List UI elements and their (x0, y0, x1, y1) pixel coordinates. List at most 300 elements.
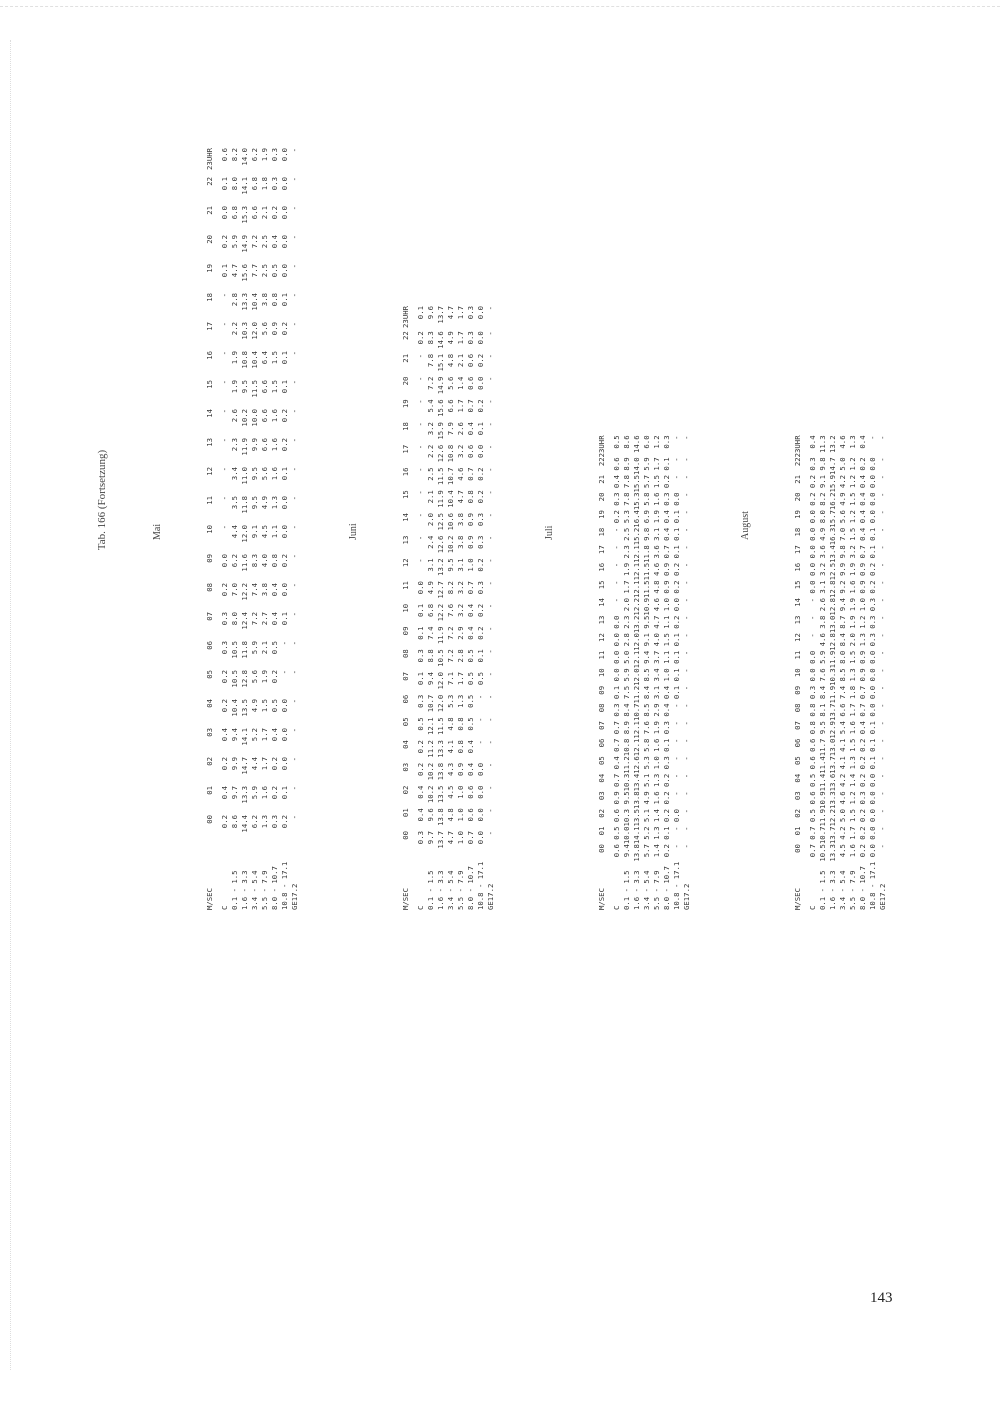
table-cell: 0.0 (808, 510, 817, 524)
table-cell: - (486, 467, 495, 472)
hour-header: 22 (597, 457, 606, 467)
table-cell: 0.8 (270, 293, 279, 307)
table-cell: 1.7 (848, 703, 857, 717)
hour-header: 14 (205, 409, 214, 418)
table-cell: 1.0 (456, 785, 465, 799)
table-cell: 0.4 (662, 510, 671, 524)
hour-header: 10 (205, 525, 214, 534)
table-cell: 7.4 (426, 626, 435, 640)
table-cell: 1.6 (270, 409, 279, 423)
table-cell: 1.5 (260, 699, 269, 713)
table-cell: 0.9 (612, 791, 621, 805)
table-cell: 0.0 (280, 206, 289, 220)
table-cell: - (416, 490, 425, 495)
table-cell: 0.7 (808, 844, 817, 858)
table-cell: 0.9 (858, 580, 867, 594)
table-cell: 2.0 (426, 512, 435, 527)
table-cell: 11.9 (828, 650, 837, 669)
table-cell: 0.0 (612, 650, 621, 664)
table-cell: 13.5 (436, 785, 445, 804)
table-cell: - (878, 527, 887, 533)
hour-header: 07 (205, 612, 214, 621)
table-cell: 0.0 (476, 808, 485, 822)
table-cell: 0.0 (808, 545, 817, 559)
table-row (672, 435, 682, 910)
table-cell: 0.1 (220, 177, 229, 191)
table-cell: 0.0 (280, 583, 289, 597)
table-cell: 0.2 (270, 206, 279, 220)
table-cell: 5.9 (818, 650, 827, 664)
table-cell: 0.4 (858, 721, 867, 735)
table-cell: 1.3 (858, 633, 867, 647)
table-cell: 0.3 (858, 791, 867, 805)
table-cell: 0.0 (672, 492, 681, 506)
table-cell: 1.0 (662, 598, 671, 612)
hour-header: 03 (205, 728, 214, 737)
table-cell: - (486, 740, 495, 745)
table-cell: 0.2 (220, 583, 229, 597)
table-cell: 0.9 (858, 668, 867, 682)
table-cell: 4.7 (230, 264, 239, 278)
table-cell: 0.7 (858, 703, 867, 717)
hour-header: 23UHR (793, 435, 802, 458)
table-cell: 4.4 (250, 757, 259, 771)
table-cell: - (220, 293, 229, 298)
table-cell: 0.0 (868, 844, 877, 858)
table-cell: 4.9 (818, 527, 827, 541)
table-cell: 11.2 (426, 740, 435, 758)
table-cell: 2.9 (652, 703, 661, 717)
table-cell: 0.8 (466, 490, 475, 504)
table-cell: 8.4 (642, 685, 651, 700)
table-cell: 0.3 (416, 694, 425, 708)
table-cell: 5.9 (230, 235, 239, 249)
table-cell: 0.3 (220, 641, 229, 655)
table-cell: - (486, 399, 495, 404)
hour-header: 05 (597, 756, 606, 765)
table-cell: 0.0 (280, 177, 289, 191)
hour-header: 08 (401, 649, 410, 659)
table-cell: 11.8 (240, 641, 249, 659)
hour-header: 12 (401, 558, 410, 568)
table-cell: 7.8 (622, 474, 631, 489)
table-cell: 1.1 (662, 615, 671, 629)
table-cell: 9.8 (642, 527, 651, 541)
table-cell: 5.3 (446, 694, 455, 708)
table-cell: - (878, 545, 887, 550)
table-cell: 5.0 (622, 650, 631, 664)
table-cell: 0.4 (662, 703, 671, 717)
table-row (436, 306, 446, 910)
month-title: Juli (544, 525, 555, 540)
table-cell: 3.5 (230, 496, 239, 510)
table-cell: - (878, 615, 887, 620)
table-cell: 0.9 (662, 562, 671, 577)
table-cell: - (486, 535, 495, 541)
table-cell: - (290, 641, 299, 646)
table-cell: - (486, 762, 495, 768)
table-cell: 1.3 (270, 496, 279, 510)
table-cell: - (682, 738, 691, 744)
table-cell: 0.1 (662, 826, 671, 840)
table-header-row (200, 148, 220, 910)
table-cell: 8.1 (818, 703, 827, 717)
table-cell: 0.3 (476, 535, 485, 549)
table-cell: - (682, 510, 691, 515)
scan-crease-line (10, 40, 11, 1370)
table-cell: 0.1 (280, 467, 289, 481)
table-cell: 0.3 (612, 703, 621, 717)
table-cell: 1.8 (260, 177, 269, 191)
table-cell: 0.5 (270, 264, 279, 278)
table-cell: 1.9 (230, 380, 239, 394)
table-cell: 5.9 (622, 668, 631, 682)
month-title: Juni (348, 523, 359, 540)
table-cell: 6.6 (260, 438, 269, 452)
table-cell: 3.2 (456, 444, 465, 458)
table-cell: 0.0 (672, 598, 681, 612)
table-cell: 0.0 (220, 554, 229, 568)
table-cell: 0.5 (466, 717, 475, 731)
table-cell: 0.7 (466, 831, 475, 845)
table-cell: 8.4 (818, 685, 827, 700)
table-cell: 5.9 (642, 457, 651, 471)
table-row (260, 148, 270, 910)
table-cell: - (682, 808, 691, 814)
table-cell: 13.8 (436, 808, 445, 826)
table-cell: - (682, 527, 691, 533)
table-cell: - (878, 756, 887, 761)
table-cell: 1.5 (270, 380, 279, 394)
table-cell: 15.1 (436, 353, 445, 372)
table-cell: 1.9 (652, 510, 661, 524)
hour-header: 16 (597, 562, 606, 572)
table-cell: 4.9 (260, 496, 269, 510)
table-cell: 1.2 (848, 791, 857, 805)
table-cell: 0.2 (662, 808, 671, 823)
hour-header: 06 (597, 738, 606, 748)
speed-class-label: 3.4 - 5.4 (446, 870, 455, 910)
wind-speed-table (592, 435, 692, 910)
table-cell: 0.2 (280, 815, 289, 829)
table-cell: - (878, 738, 887, 744)
table-cell: 0.0 (808, 668, 817, 682)
table-cell: 10.9 (642, 598, 651, 616)
hour-header: 20 (597, 492, 606, 502)
table-cell: - (486, 490, 495, 495)
table-cell: 2.8 (456, 649, 465, 663)
table-cell: 15.2 (632, 527, 641, 546)
table-cell: - (682, 703, 691, 708)
table-cell: 9.5 (250, 496, 259, 510)
table-cell: 0.0 (808, 562, 817, 577)
hour-header: 21 (205, 206, 214, 215)
table-cell: 6.6 (250, 206, 259, 220)
table-cell: 0.4 (270, 235, 279, 249)
table-cell: - (612, 598, 621, 603)
table-cell: 8.9 (622, 457, 631, 471)
table-cell: 0.2 (416, 331, 425, 345)
table-cell: 5.2 (642, 826, 651, 840)
table-cell: 3.4 (230, 467, 239, 481)
table-cell: 0.4 (220, 728, 229, 742)
table-cell: 4.2 (838, 826, 847, 840)
table-cell: - (290, 177, 299, 182)
table-cell: 7.1 (446, 671, 455, 686)
table-cell: 13.7 (828, 703, 837, 722)
speed-class-label: 1.6 - 3.3 (828, 870, 837, 910)
table-cell: 7.2 (446, 649, 455, 663)
table-cell: - (682, 562, 691, 568)
table-row (622, 435, 632, 910)
table-cell: 12.2 (436, 603, 445, 622)
table-cell: 1.9 (260, 670, 269, 684)
hour-header: 01 (401, 808, 410, 818)
table-cell: 1.7 (456, 331, 465, 345)
table-cell: 14.9 (436, 376, 445, 395)
speed-class-label: 10.8 - 17.1 (476, 861, 485, 910)
table-cell: 13.2 (436, 558, 445, 576)
table-header-row (788, 435, 808, 910)
table-row (426, 306, 436, 910)
table-cell: - (672, 721, 681, 726)
table-cell: 0.4 (466, 762, 475, 777)
table-cell: 7.2 (250, 235, 259, 249)
table-cell: 11.6 (240, 554, 249, 572)
table-row (828, 435, 838, 910)
speed-class-label: GE17.2 (290, 883, 299, 910)
table-cell: 1.6 (848, 844, 857, 858)
speed-class-label: 10.8 - 17.1 (868, 861, 877, 910)
hour-header: 19 (205, 264, 214, 273)
table-cell: 0.0 (476, 331, 485, 345)
table-cell: 1.2 (848, 474, 857, 489)
table-cell: - (878, 580, 887, 585)
table-cell: 10.0 (250, 409, 259, 427)
table-cell: 0.6 (808, 756, 817, 770)
table-cell: 7.6 (446, 603, 455, 617)
table-cell: 1.5 (652, 474, 661, 489)
table-cell: 10.5 (818, 844, 827, 862)
table-cell: 0.2 (868, 562, 877, 577)
table-cell: 11.9 (240, 438, 249, 456)
table-cell: 8.2 (446, 581, 455, 595)
table-cell: 0.0 (476, 376, 485, 390)
table-cell: 0.5 (808, 773, 817, 787)
table-cell: - (220, 409, 229, 414)
table-cell: 5.9 (250, 786, 259, 800)
table-cell: - (290, 815, 299, 820)
table-cell: 3.8 (260, 583, 269, 597)
speed-class-label: GE17.2 (682, 883, 691, 910)
hour-header: 09 (597, 685, 606, 695)
table-cell: 6.8 (230, 206, 239, 220)
table-cell: 0.4 (612, 474, 621, 489)
table-cell: - (682, 826, 691, 831)
table-cell: - (290, 438, 299, 443)
table-cell: 0.0 (612, 668, 621, 682)
table-cell: 0.5 (612, 435, 621, 449)
table-cell: 13.2 (828, 435, 837, 453)
table-cell: 0.6 (466, 376, 475, 390)
table-cell: 0.2 (220, 757, 229, 771)
table-cell: 12.5 (436, 512, 445, 531)
table-cell: 9.5 (622, 791, 631, 805)
speed-class-label: 5.5 - 7.9 (456, 870, 465, 910)
table-cell: - (682, 615, 691, 620)
table-cell: 0.1 (868, 545, 877, 559)
table-cell: - (486, 717, 495, 722)
table-cell: 16.3 (828, 527, 837, 546)
table-cell: 12.8 (828, 580, 837, 598)
table-cell: 0.6 (612, 808, 621, 823)
month-block-august (740, 435, 888, 910)
table-cell: 0.4 (270, 583, 279, 597)
table-cell: 3.1 (652, 527, 661, 541)
table-cell: 10.9 (818, 791, 827, 809)
hour-header: 12 (597, 633, 606, 642)
table-cell: 4.7 (456, 490, 465, 504)
table-cell: 11.3 (818, 435, 827, 453)
table-cell: 11.9 (818, 808, 827, 827)
table-cell: - (682, 598, 691, 603)
table-cell: - (672, 703, 681, 708)
table-cell: 0.2 (476, 603, 485, 617)
hour-header: 14 (793, 598, 802, 607)
table-cell: 10.3 (622, 808, 631, 827)
table-cell: - (220, 438, 229, 443)
speed-class-label: 1.6 - 3.3 (436, 870, 445, 910)
table-cell: 0.2 (662, 474, 671, 489)
table-cell: 0.2 (672, 615, 681, 629)
hour-header: 04 (793, 773, 802, 783)
speed-class-label: 5.5 - 7.9 (652, 870, 661, 910)
table-cell: 13.5 (240, 699, 249, 717)
month-title: Mai (152, 523, 163, 540)
speed-class-label: GE17.2 (878, 883, 887, 910)
table-row (818, 435, 828, 910)
table-cell: 0.2 (476, 399, 485, 413)
table-cell: 4.1 (838, 738, 847, 752)
table-cell: 0.1 (672, 685, 681, 700)
hour-header: 08 (597, 703, 606, 713)
table-cell: 0.6 (808, 738, 817, 752)
table-cell: 14.7 (828, 457, 837, 475)
table-cell: - (290, 351, 299, 356)
speed-class-label: 3.4 - 5.4 (838, 870, 847, 910)
table-cell: 13.7 (436, 831, 445, 849)
table-cell: 2.5 (260, 264, 269, 278)
table-cell: 0.5 (270, 699, 279, 713)
table-cell: 0.2 (672, 580, 681, 594)
table-cell: 1.6 (848, 721, 857, 735)
table-cell: 0.3 (808, 457, 817, 471)
table-cell: - (682, 756, 691, 761)
table-cell: 0.4 (858, 474, 867, 489)
table-cell: 13.3 (240, 293, 249, 311)
table-cell: - (220, 467, 229, 472)
table-cell: 12.2 (240, 583, 249, 601)
hour-header: 05 (205, 670, 214, 679)
table-cell: 1.2 (848, 457, 857, 471)
table-cell: - (672, 791, 681, 796)
table-cell: 0.2 (476, 490, 485, 504)
table-cell: 5.7 (642, 844, 651, 858)
table-cell: 0.0 (476, 762, 485, 777)
hour-header: 00 (205, 815, 214, 824)
table-cell: - (290, 757, 299, 762)
table-cell: - (290, 206, 299, 211)
table-row (416, 306, 426, 910)
table-cell: 0.1 (672, 650, 681, 664)
table-cell: 3.2 (818, 562, 827, 577)
table-cell: 12.0 (436, 694, 445, 713)
hour-header: 22 (205, 177, 214, 186)
hour-header: 08 (793, 703, 802, 713)
table-cell: 2.7 (260, 612, 269, 626)
table-cell: - (220, 351, 229, 356)
table-cell: 4.6 (838, 791, 847, 805)
table-cell: 13.0 (828, 738, 837, 757)
table-cell: 12.1 (632, 650, 641, 669)
table-cell: 1.9 (652, 721, 661, 735)
table-cell: 1.3 (652, 773, 661, 787)
table-cell: 8.0 (818, 510, 827, 524)
speed-class-label: 8.0 - 10.7 (858, 866, 867, 910)
table-cell: 6.6 (446, 399, 455, 413)
table-cell: 0.6 (466, 785, 475, 799)
table-cell: 0.6 (808, 791, 817, 805)
table-cell: 0.4 (466, 740, 475, 754)
table-cell: 8.2 (818, 492, 827, 506)
table-cell: 2.8 (622, 633, 631, 647)
table-cell: - (682, 668, 691, 673)
table-cell: - (682, 721, 691, 726)
table-cell: 4.5 (446, 785, 455, 799)
table-cell: 1.4 (456, 376, 465, 390)
table-cell: 0.2 (662, 791, 671, 805)
table-cell: 0.7 (612, 738, 621, 752)
table-cell: 0.0 (280, 235, 289, 249)
hour-header: 06 (793, 738, 802, 748)
table-row (868, 435, 878, 910)
hour-header: 18 (401, 422, 410, 431)
table-cell: 10.2 (426, 762, 435, 781)
table-cell: 10.4 (250, 293, 259, 311)
wind-speed-table (200, 148, 300, 910)
table-cell: 1.3 (848, 756, 857, 770)
hour-header: 10 (793, 668, 802, 678)
table-cell: - (290, 728, 299, 733)
table-cell: - (290, 264, 299, 269)
table-cell: 0.3 (466, 331, 475, 345)
table-cell: 0.3 (868, 633, 877, 647)
table-cell: 8.0 (838, 650, 847, 664)
table-cell: 9.8 (838, 545, 847, 559)
table-cell: 0.1 (416, 603, 425, 617)
table-cell: 2.3 (230, 438, 239, 452)
table-cell: 5.1 (642, 773, 651, 787)
hour-header: 20 (401, 376, 410, 386)
hour-header: 20 (205, 235, 214, 244)
table-cell: - (486, 331, 495, 336)
table-cell: 0.3 (808, 685, 817, 700)
table-cell: - (878, 633, 887, 638)
hour-header: 16 (793, 562, 802, 572)
table-cell: 2.2 (426, 444, 435, 458)
table-cell: 4.7 (446, 831, 455, 845)
table-cell: 1.3 (848, 435, 857, 449)
